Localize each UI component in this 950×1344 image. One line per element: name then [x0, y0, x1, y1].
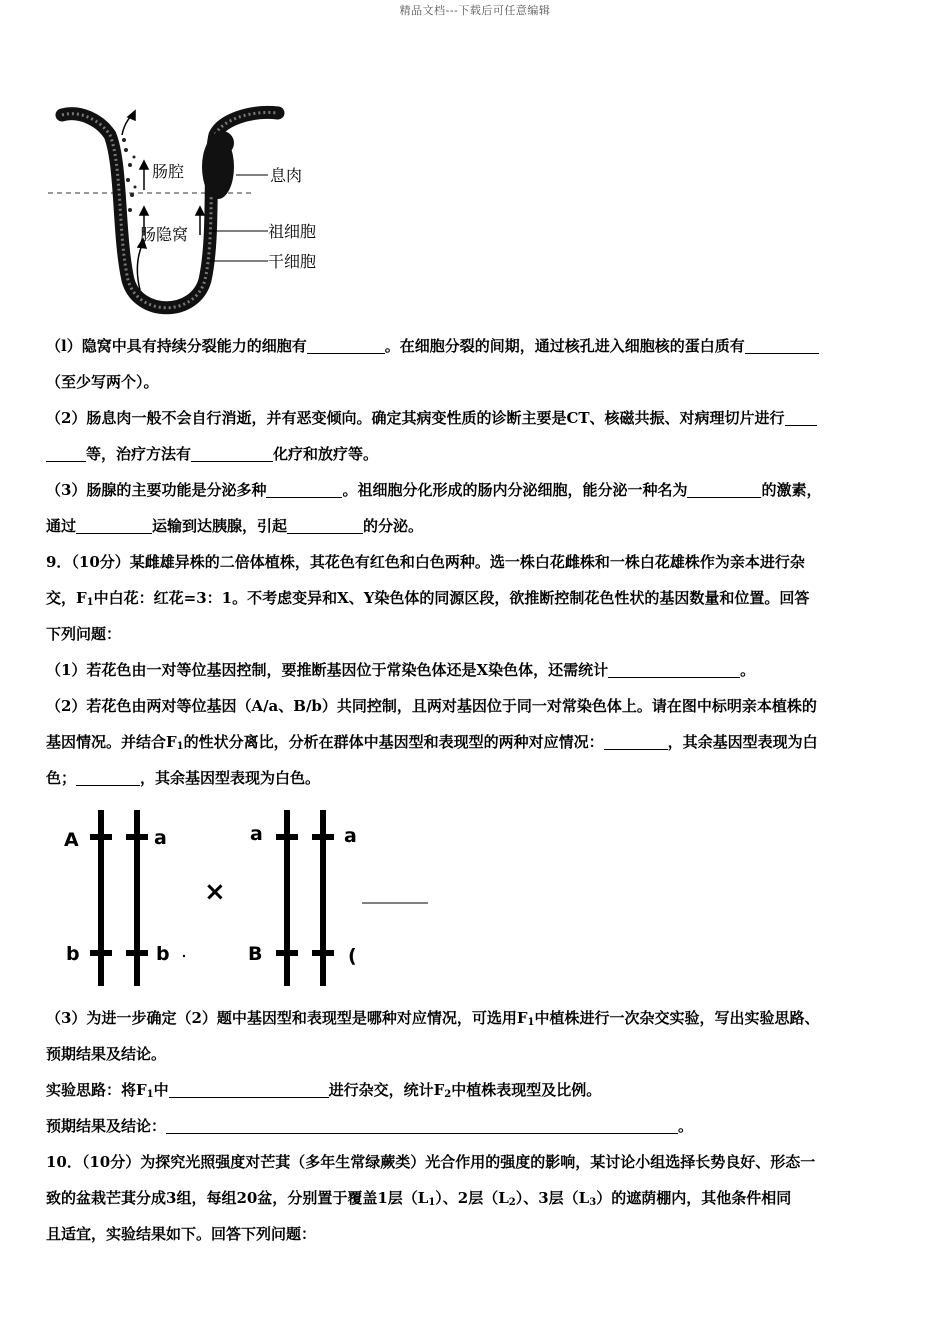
allele-b: b — [156, 943, 170, 965]
q8-part1-line2: （至少写两个）。 — [46, 373, 159, 391]
q10-line1: 10．（10分）为探究光照强度对芒萁（多年生常绿蕨类）光合作用的强度的影响，某讨论小组选择长势良好、形态一 — [46, 1153, 816, 1171]
crypt-wall — [62, 112, 278, 307]
answer-blank[interactable] — [266, 479, 342, 498]
page-header: 精品文档---下载后可任意编辑 — [399, 4, 551, 17]
answer-blank[interactable] — [46, 443, 86, 462]
allele-a: a — [344, 825, 357, 847]
allele-A: A — [64, 829, 79, 851]
answer-blank[interactable] — [166, 1115, 678, 1134]
answer-blank[interactable] — [687, 479, 761, 498]
q9-intro-line2: 交，$F_1$中白花：红花=3：1。不考虑变异和X、Y染色体的同源区段，欲推断控制花色性状的基因数量和位置。回答 — [46, 589, 810, 608]
q8-part2-line2: 等，治疗方法有 化疗和放疗等。 — [46, 436, 908, 472]
answer-blank[interactable] — [785, 407, 817, 426]
answer-blank[interactable] — [608, 659, 740, 678]
q9-part3-line2: 预期结果及结论。 — [46, 1045, 167, 1063]
q9-part3-line1: （3）为进一步确定（2）题中基因型和表现型是哪种对应情况，可选用$F_1$中植株进行一次杂交实验，写出实验思路、 — [46, 1009, 820, 1028]
q9-part2-line3: 色； ，其余基因型表现为白色。 — [46, 769, 321, 787]
answer-blank[interactable] — [287, 515, 363, 534]
intestinal-crypt-figure — [40, 95, 340, 325]
answer-blank[interactable] — [76, 515, 152, 534]
q9-part1: （1）若花色由一对等位基因控制，要推断基因位于常染色体还是X染色体，还需统计 。 — [46, 661, 756, 679]
q10-line3: 且适宜，实验结果如下。回答下列问题： — [46, 1225, 317, 1243]
allele-a: a — [250, 823, 263, 845]
right-chromosome-pair — [248, 810, 357, 986]
left-chromosome-pair — [64, 810, 185, 986]
q8-part2-line1: （2）肠息肉一般不会自行消逝，并有恶变倾向。确定其病变性质的诊断主要是CT、核磁共振、对病理切片进行 — [46, 400, 908, 436]
allele-b: b — [66, 943, 80, 965]
crypt-label: 肠隐窝 — [140, 225, 189, 244]
allele-B: B — [248, 943, 263, 965]
chromosome-figure — [56, 808, 436, 988]
q9-intro-line3: 下列问题： — [46, 625, 122, 643]
answer-blank[interactable] — [191, 443, 273, 462]
q8-part3-line2: 通过 运输到达胰腺，引起 的分泌。 — [46, 517, 424, 535]
answer-blank[interactable] — [76, 767, 140, 786]
q8-part3-line1: （3）肠腺的主要功能是分泌多种 。祖细胞分化形成的肠内分泌细胞，能分泌一种名为 的激素， — [46, 481, 822, 499]
answer-blank[interactable] — [307, 335, 385, 354]
crypt-wall-texture — [62, 112, 278, 307]
q9-experiment-idea: 实验思路：将$F_1$中 进行杂交，统计$F_2$中植株表现型及比例。 — [46, 1081, 602, 1100]
q8-part1-line1: （l）隐窝中具有持续分裂能力的细胞有 。在细胞分裂的间期，通过核孔进入细胞核的蛋白质有 — [46, 328, 908, 364]
allele-a: a — [154, 827, 167, 849]
q10-line2: 致的盆栽芒萁分成3组，每组20盆，分别置于覆盖1层$(L_1)$、2层$(L_2)$、3层$(L_3)$的遮荫棚内，其他条件相同 — [46, 1189, 792, 1208]
q9-part2-line2: 基因情况。并结合$F_1$的性状分离比，分析在群体中基因型和表现型的两种对应情况： ，其余基因型表现为白 — [46, 733, 818, 752]
q9-intro-line1: 9．（10分）某雌雄异株的二倍体植株，其花色有红色和白色两种。选一株白花雌株和一株白花雄株作为亲本进行杂 — [46, 553, 805, 571]
stem-label: 干细胞 — [268, 252, 317, 271]
lumen-label: 肠腔 — [152, 162, 185, 181]
answer-blank[interactable] — [169, 1079, 329, 1098]
q9-expected-result: 预期结果及结论： 。 — [46, 1117, 694, 1135]
polyp-label: 息肉 — [270, 166, 303, 185]
q9-part2-line1: （2）若花色由两对等位基因（A/a、B/b）共同控制，且两对基因位于同一对常染色体上。请在图中标明亲本植株的 — [46, 697, 817, 715]
cross-symbol: × — [204, 877, 226, 907]
progenitor-label: 祖细胞 — [268, 222, 317, 241]
answer-blank[interactable] — [745, 335, 819, 354]
migration-arrows — [122, 111, 204, 290]
answer-blank[interactable] — [604, 731, 668, 750]
polyp-top — [210, 131, 234, 155]
allele-blank: ( — [348, 945, 357, 967]
